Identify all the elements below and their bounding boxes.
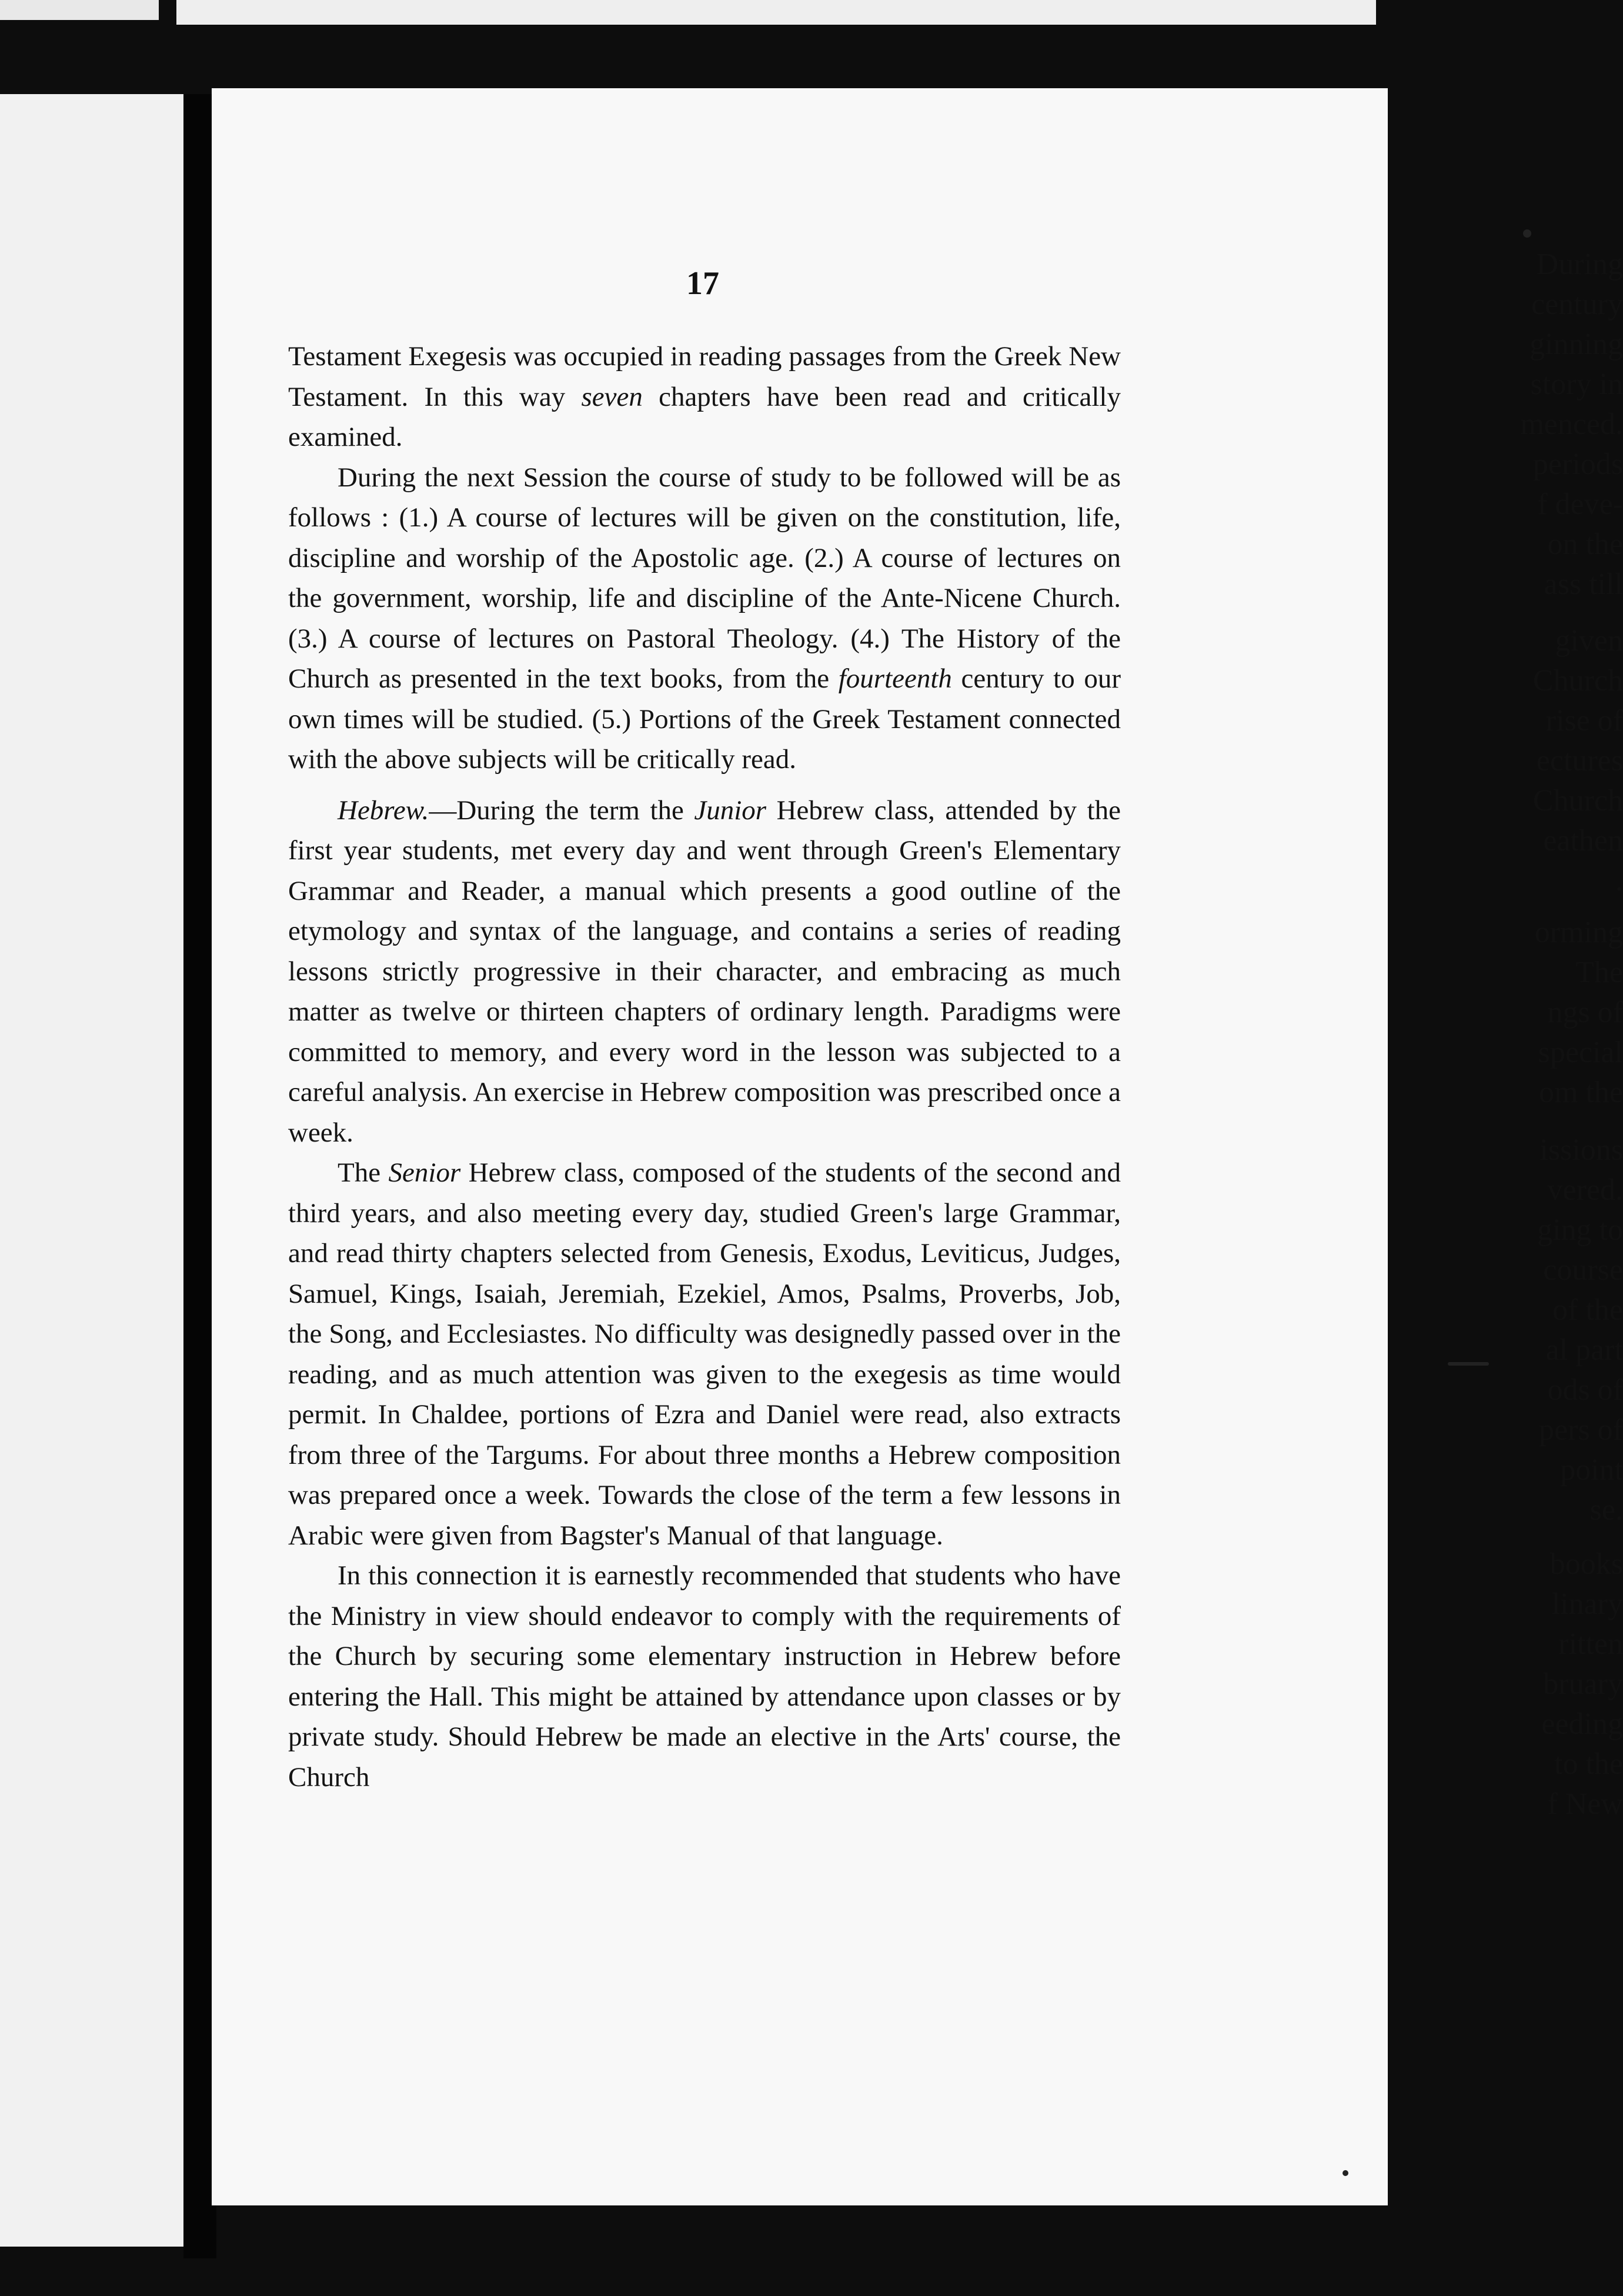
run: The [338, 1157, 389, 1188]
previous-page-line: f deve- [1537, 488, 1623, 521]
run: In this connection it is earnestly recommended that students who have the Ministry in view should endeavor to comply with the requirements of the Church by securing some elementary instruction in Hebrew before entering the Hall. This might be attained by attendance upon classes or by private study. Should Hebrew be made an elective in the Arts' course, the Church [288, 1560, 1121, 1793]
previous-page-line: ngs of [1547, 996, 1623, 1029]
previous-page-line: ods of [1547, 1373, 1623, 1407]
previous-page-line: During [1536, 248, 1623, 281]
previous-page-line: orming [1534, 916, 1623, 949]
top-page-edge-left [0, 0, 159, 20]
previous-page-line: The [1575, 956, 1623, 989]
previous-page-line: ectures [1536, 744, 1623, 777]
previous-page-line: Church [1532, 784, 1623, 817]
scan-speck [1523, 229, 1531, 238]
previous-page-line: of the [1552, 1293, 1623, 1327]
page-number: 17 [686, 265, 719, 302]
scan-speck [1448, 1362, 1489, 1366]
previous-page-line: vered. [1547, 1173, 1623, 1207]
run: —During the term the [429, 795, 694, 826]
italic-run: Senior [388, 1157, 461, 1188]
run: Hebrew class, composed of the students of the second and third years, and also meeting every day, studied Green's large Grammar, and read thirty chapters selected from Genesis, Exodus, Leviticus, Judges, Samuel, Kings, Isaiah, Jeremiah, Ezekiel, Amos, Psalms, Proverbs, Job, the Song, and Ecclesiastes. No difficulty was designedly passed over in the reading, and as much attention was given to the exegesis as time would permit. In Chaldee, portions of Ezra and Daniel were read, also extracts from three of the Targums. For about three months a Hebrew composition was prepared once a week. Towards the close of the term a few lessons in Arabic were given from Bagster's Manual of that language. [288, 1157, 1121, 1551]
run: century to our own times will be studied. (5.) Portions of the Greek Testament connected with the above subjects will be critically read. [288, 663, 1121, 775]
paragraph-next-session [288, 458, 1121, 780]
previous-page-line: . [1615, 864, 1623, 897]
previous-page-line: pers of [1539, 1413, 1623, 1447]
previous-page-line: story in [1530, 368, 1623, 401]
previous-page-line: given [1555, 624, 1623, 658]
run: chapters have been read and critically examined. [288, 381, 1121, 452]
previous-page-line: bruary [1543, 1667, 1623, 1701]
paragraph-hebrew-junior [288, 790, 1121, 1153]
scan-speck [1343, 2170, 1348, 2176]
paragraph-exegesis [288, 336, 1121, 458]
previous-page-line: books [1549, 1547, 1623, 1581]
paragraph-hebrew-senior [288, 1153, 1121, 1556]
previous-page-line: Church [1532, 664, 1623, 698]
top-page-edge [176, 0, 1376, 25]
previous-page-line: ging to [1537, 1213, 1623, 1247]
previous-page-line: f New [1547, 1787, 1623, 1821]
italic-run: Junior [694, 795, 767, 826]
previous-page-line: al part [1545, 1333, 1623, 1367]
run: Hebrew class, attended by the first year students, met every day and went through Green's Elementary Grammar and Reader, a manual which presents a good outline of the etymology and syntax of the language, and contains a series of reading lessons strictly progressive in their character, and embracing as much matter as twelve or thirteen chapters of ordinary length. Paradigms were committed to memory, and every word in the lesson was subjected to a careful analysis. An exercise in Hebrew composition was prescribed once a week. [288, 795, 1121, 1148]
paragraph-recommendation [288, 1556, 1121, 1797]
previous-page-line: century [1531, 288, 1623, 321]
previous-page-line: point [1560, 1453, 1623, 1487]
previous-page-line: special [1538, 1036, 1623, 1069]
previous-page-line: om the [1539, 1076, 1623, 1109]
run: During the next Session the course of study to be followed will be as follows : (1.) A course of lectures will be given on the constitution, life, discipline and worship of the Apostolic age. (2.) A course of lectures on the government, worship, life and discipline of the Ante-Nicene Church. (3.) A course of lectures on Pastoral Theology. (4.) The History of the Church as presented in the text books, from the [288, 462, 1121, 694]
previous-page-line: eeding [1541, 1707, 1623, 1741]
previous-page-line: ginning [1530, 328, 1623, 361]
section-heading: Hebrew. [338, 795, 429, 826]
previous-page-line: rise of [1545, 704, 1623, 737]
italic-run: seven [581, 381, 643, 412]
previous-page [0, 94, 194, 2247]
previous-page-line: issions [1539, 1133, 1623, 1167]
previous-page-line: course [1543, 1253, 1623, 1287]
previous-page-line: eathen [1543, 824, 1623, 857]
previous-page-line: ass till [1544, 568, 1623, 601]
previous-page-line: to the [1554, 1747, 1623, 1781]
run: Testament Exegesis was occupied in reading passages from the Greek New Testament. In this way [288, 341, 1121, 412]
previous-page-line: se. [1589, 1493, 1623, 1527]
previous-page-line: on the [1547, 528, 1623, 561]
previous-page-line: menced. [1520, 408, 1623, 441]
italic-run: fourteenth [838, 663, 952, 694]
previous-page-line: periods [1532, 448, 1623, 481]
previous-page-line: linary [1551, 1587, 1623, 1621]
body-text [288, 336, 1121, 1797]
previous-page-line: ritten [1558, 1627, 1623, 1661]
